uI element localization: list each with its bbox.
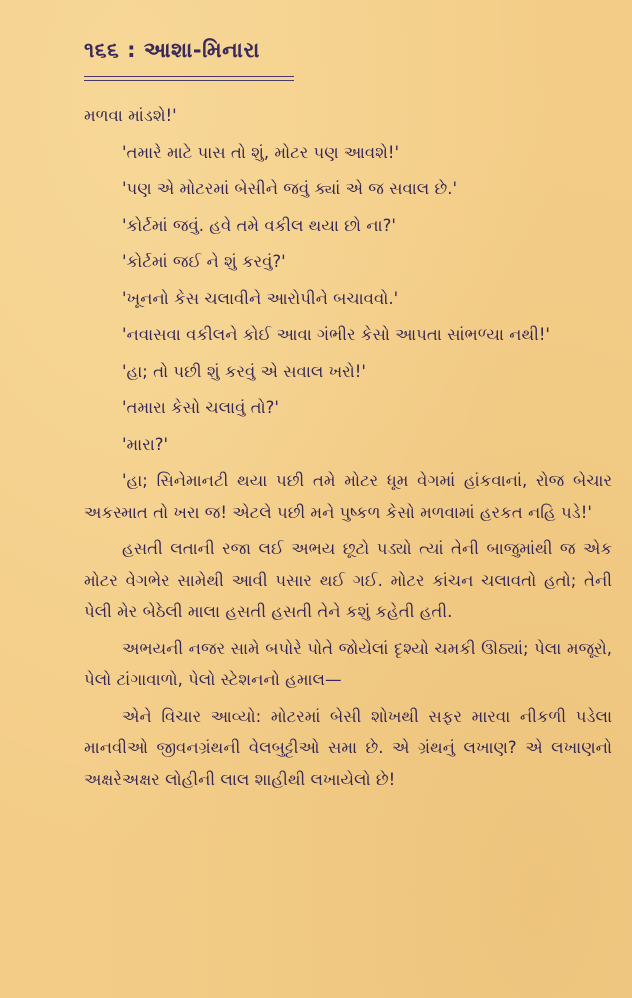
page-body (84, 100, 612, 800)
header-underline (84, 76, 294, 81)
paragraph: 'તમારા કેસો ચલાવું તો?' (122, 398, 279, 417)
paragraph: 'ખૂનનો કેસ ચલાવીને આરોપીને બચાવવો.' (122, 288, 399, 308)
paragraph: 'પણ એ મોટરમાં બેસીને જવું ક્યાં એ જ સવાલ છે.' (122, 179, 458, 198)
paragraph: 'નવાસવા વકીલને કોઈ આવા ગંભીર કેસો આપતા સાંભળ્યા નથી!' (122, 325, 550, 344)
paragraph: એને વિચાર આવ્યો: મોટરમાં બેસી શોખથી સફર મારવા નીકળી પડેલા માનવીઓ જીવનગ્રંથની વેલબુટ્ટીઓ સમા છે. એ ગ્રંથનું લખાણ? એ લખાણનો અક્ષરેઅક્ષર લોહીની લાલ શાહીથી લખાયેલો છે! (84, 706, 612, 789)
paragraph: હસતી લતાની રજા લઈ અભય છૂટો પડ્યો ત્યાં તેની બાજુમાંથી જ એક મોટર વેગભેર સામેથી આવી પસાર થઈ ગઈ. મોટર કાંચન ચલાવતો હતો; તેની પેલી મેર બેઠેલી માલા હસતી હસતી તેને કશું કહેતી હતી. (84, 539, 612, 621)
paragraph: 'તમારે માટે પાસ તો શું, મોટર પણ આવશે!' (122, 142, 399, 162)
paragraph: 'કોર્ટમાં જવું. હવે તમે વકીલ થયા છો ના?' (122, 215, 396, 235)
paragraph: 'મારા?' (122, 434, 169, 454)
paragraph: 'હા; સિનેમાનટી થયા પછી તમે મોટર ધૂમ વેગમાં હાંકવાનાં, રોજ બેચાર અકસ્માત તો ખરા જ! એટલે પછી મને પુષ્કળ કેસો મળવામાં હરકત નહિ પડે!' (84, 471, 612, 522)
page-header: ૧૬૬ : આશા-મિનારા (84, 38, 260, 62)
paragraph: મળવા માંડશે!' (84, 106, 177, 125)
paragraph: 'હા; તો પછી શું કરવું એ સવાલ ખરો!' (122, 361, 366, 381)
paragraph: 'કોર્ટમાં જઈ ને શું કરવું?' (122, 252, 286, 271)
paragraph: અભયની નજર સામે બપોરે પોતે જોયેલાં દૃશ્યો ચમકી ઊઠ્યાં; પેલા મજૂરો, પેલો ટાંગાવાળો, પેલો સ્ટેશનનો હમાલ— (84, 638, 612, 689)
